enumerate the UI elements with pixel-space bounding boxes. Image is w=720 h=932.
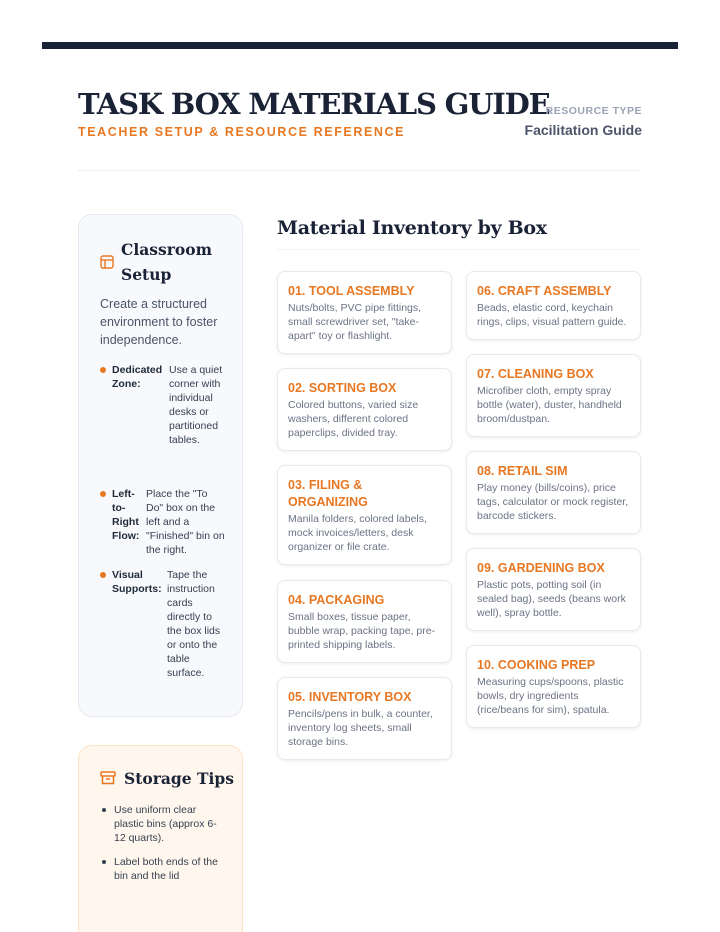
box-name: 08. RETAIL SIM [477,464,568,478]
box-card-retail-sim [466,451,641,534]
setup-item-term: Visual Supports: [112,569,162,595]
classroom-setup-intro: Create a structured environment to foster independence. [100,297,218,347]
box-items: Pencils/pens in bulk, a counter, inventory log sheets, small storage bins. [288,708,433,748]
inventory-section-title: Material Inventory by Box [277,217,547,239]
box-card-cleaning-box [466,354,641,437]
page-header [78,86,642,140]
box-items: Beads, elastic cord, keychain rings, clips, visual pattern guide. [477,302,627,328]
page-subtitle: TEACHER SETUP & RESOURCE REFERENCE [78,125,406,139]
resource-type-value: Facilitation Guide [524,122,642,138]
box-card-sorting-box [277,368,452,451]
box-name: 02. SORTING BOX [288,381,397,395]
classroom-setup-card [78,214,243,717]
setup-item-desc: Tape the instruction cards directly to the box lids or onto the table surface. [167,569,221,679]
box-card-packaging [277,580,452,663]
archive-box-icon [100,770,116,786]
storage-tip: Use uniform clear plastic bins (approx 6-12 quarts). [100,803,222,845]
classroom-setup-title: Classroom Setup [121,240,212,284]
box-items: Small boxes, tissue paper, bubble wrap, packing tape, pre-printed shipping labels. [288,611,436,651]
box-card-craft-assembly [466,271,641,340]
bullet-dot [100,491,106,497]
storage-tips-title: Storage Tips [124,769,234,788]
setup-item-desc: Place the "To Do" box on the left and a "Finished" bin on the right. [146,488,225,556]
box-items: Measuring cups/spoons, plastic bowls, dry ingredients (rice/beans for sim), spatula. [477,676,624,716]
page-title: TASK BOX MATERIALS GUIDE [78,87,550,121]
layout-icon [100,255,114,269]
box-name: 09. GARDENING BOX [477,561,605,575]
storage-tip: Label both ends of the bin and the lid [100,855,222,883]
header-divider [78,170,642,171]
box-name: 04. PACKAGING [288,593,385,607]
bullet-dot [100,572,106,578]
box-items: Nuts/bolts, PVC pipe fittings, small screwdriver set, "take-apart" toy or flashlight. [288,302,422,342]
resource-meta [525,104,642,139]
setup-item-term: Left-to-Right Flow: [112,488,140,542]
box-name: 03. FILING & ORGANIZING [288,478,368,509]
resource-type-label: RESOURCE TYPE [545,105,642,117]
box-name: 01. TOOL ASSEMBLY [288,284,415,298]
box-items: Colored buttons, varied size washers, different colored paperclips, divided tray. [288,399,419,439]
box-name: 10. COOKING PREP [477,658,596,672]
box-card-gardening-box [466,548,641,631]
box-name: 06. CRAFT ASSEMBLY [477,284,612,298]
box-items: Microfiber cloth, empty spray bottle (water), duster, handheld broom/dustpan. [477,385,622,425]
setup-item-term: Dedicated Zone: [112,364,163,390]
box-card-tool-assembly [277,271,452,354]
bullet-dot [100,367,106,373]
box-card-inventory-box [277,677,452,760]
storage-tips-card [78,745,243,932]
box-items: Play money (bills/coins), price tags, calculator or mock register, barcode stickers. [477,482,629,522]
box-card-cooking-prep [466,645,641,728]
box-items: Plastic pots, potting soil (in sealed bag), seeds (beans work well), spray bottle. [477,579,626,619]
section-divider [277,249,642,250]
box-card-filing-organizing [277,465,452,565]
setup-item-desc: Use a quiet corner with individual desks or partitioned tables. [169,364,223,446]
box-name: 05. INVENTORY BOX [288,690,412,704]
box-name: 07. CLEANING BOX [477,367,594,381]
top-rule [42,42,678,49]
box-items: Manila folders, colored labels, mock invoices/letters, desk organizer or file crate. [288,513,427,553]
